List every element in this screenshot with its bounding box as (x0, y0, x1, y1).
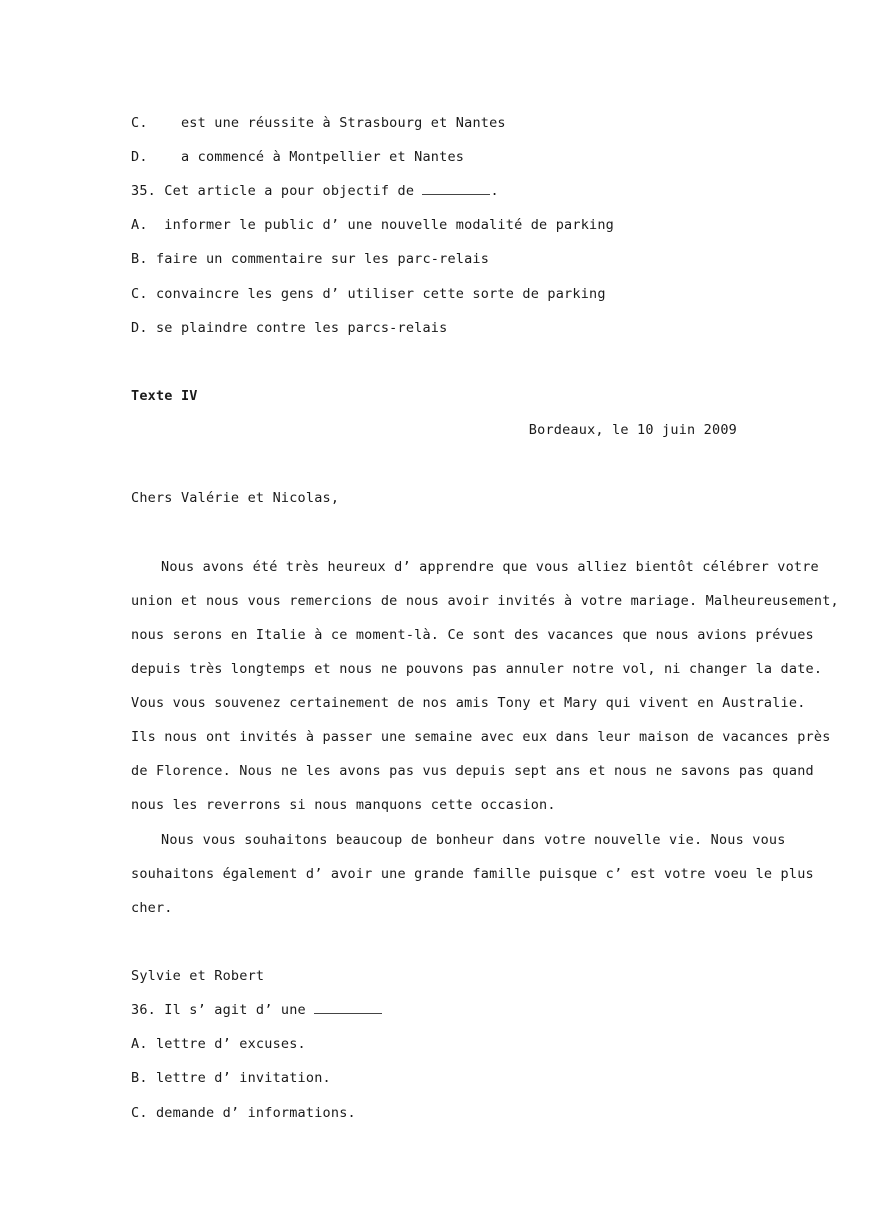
q35-option-c: C. convaincre les gens d’ utiliser cette sorte de parking (131, 286, 606, 302)
letter-paragraph-line: Ils nous ont invités à passer une semaine avec eux dans leur maison de vacances près (131, 729, 831, 745)
letter-date: Bordeaux, le 10 juin 2009 (528, 422, 737, 438)
q36-stem: 36. Il s’ agit d’ une (131, 1001, 382, 1019)
letter-paragraph-line: souhaitons également d’ avoir une grande famille puisque c’ est votre voeu le plus (131, 866, 814, 882)
answer-blank (422, 182, 490, 195)
q36-option-a: A. lettre d’ excuses. (131, 1036, 306, 1052)
q34-option-d: D. a commencé à Montpellier et Nantes (131, 149, 465, 165)
q35-option-b: B. faire un commentaire sur les parc-relais (131, 251, 490, 267)
q35-stem: 35. Cet article a pour objectif de . (131, 183, 499, 199)
letter-paragraph-line: de Florence. Nous ne les avons pas vus depuis sept ans et nous ne savons pas quand (131, 763, 814, 779)
letter-paragraph-line: cher. (131, 900, 173, 916)
letter-salutation: Chers Valérie et Nicolas, (131, 490, 340, 506)
q34-option-c: C. est une réussite à Strasbourg et Nantes (131, 115, 506, 131)
letter-paragraph-line: Vous vous souvenez certainement de nos amis Tony et Mary qui vivent en Australie. (131, 695, 806, 711)
q36-option-c: C. demande d’ informations. (131, 1105, 356, 1121)
section-heading: Texte IV (131, 388, 198, 404)
letter-paragraph-line: nous serons en Italie à ce moment-là. Ce sont des vacances que nous avions prévues (131, 627, 814, 643)
q35-option-a: A. informer le public d’ une nouvelle modalité de parking (131, 217, 615, 233)
letter-paragraph-line: Nous avons été très heureux d’ apprendre que vous alliez bientôt célébrer votre (161, 559, 819, 575)
letter-paragraph-line: depuis très longtemps et nous ne pouvons pas annuler notre vol, ni changer la date. (131, 661, 823, 677)
letter-paragraph-line: Nous vous souhaitons beaucoup de bonheur dans votre nouvelle vie. Nous vous (161, 832, 786, 848)
q35-option-d: D. se plaindre contre les parcs-relais (131, 320, 448, 336)
letter-paragraph-line: nous les reverrons si nous manquons cette occasion. (131, 797, 556, 813)
letter-paragraph-line: union et nous vous remercions de nous avoir invités à votre mariage. Malheureusement, (131, 593, 839, 609)
answer-blank (314, 1001, 382, 1014)
q36-option-b: B. lettre d’ invitation. (131, 1070, 331, 1086)
letter-signature: Sylvie et Robert (131, 968, 265, 984)
